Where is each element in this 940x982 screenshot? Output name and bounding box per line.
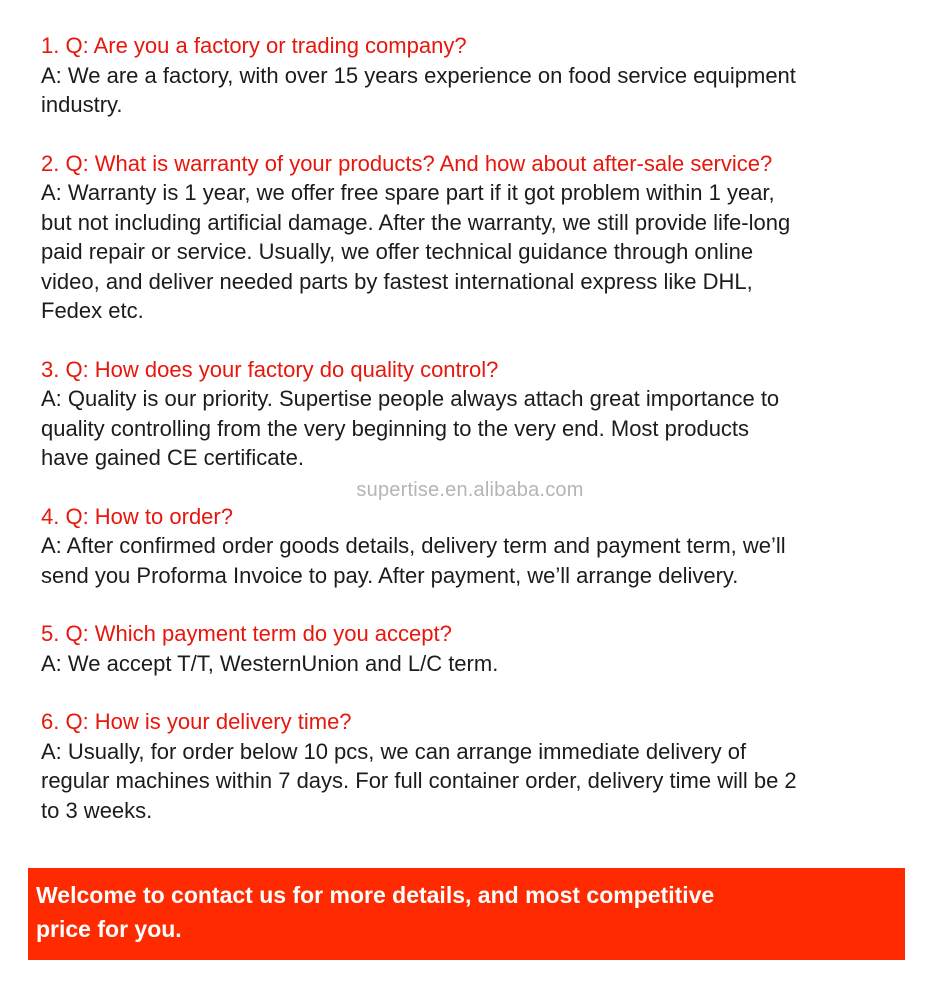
faq-answer: [41, 384, 921, 473]
faq-answer: [41, 178, 921, 326]
faq-item-5: [41, 619, 921, 678]
answer-line: Fedex etc.: [41, 298, 144, 323]
faq-item-4: [41, 502, 921, 591]
answer-line: industry.: [41, 92, 123, 117]
answer-line: to 3 weeks.: [41, 797, 153, 823]
watermark: supertise.en.alibaba.com: [356, 479, 584, 501]
answer-line: regular machines within 7 days. For full container order, delivery time will be 2: [41, 768, 797, 793]
answer-line: A: Quality is our priority. Supertise people always attach great importance to: [41, 386, 780, 411]
faq-question: 1. Q: Are you a factory or trading company?: [41, 33, 467, 58]
faq-answer: [41, 531, 921, 590]
faq-item-3: [41, 355, 921, 473]
faq-item-6: [41, 707, 921, 825]
answer-line: A: We accept T/T, WesternUnion and L/C term.: [41, 650, 499, 676]
faq-answer: [41, 61, 921, 120]
faq-question: 5. Q: Which payment term do you accept?: [41, 621, 452, 646]
faq-question: 6. Q: How is your delivery time?: [41, 709, 352, 734]
faq-item-1: [41, 31, 921, 120]
answer-line: but not including artificial damage. After the warranty, we still provide life-long: [41, 209, 791, 235]
contact-text: [36, 878, 905, 946]
faq-question: 2. Q: What is warranty of your products? And how about after-sale service?: [41, 150, 773, 176]
contact-banner: [28, 868, 905, 960]
faq-question: 3. Q: How does your factory do quality control?: [41, 356, 499, 382]
answer-line: quality controlling from the very beginning to the very end. Most products: [41, 415, 750, 441]
answer-line: A: We are a factory, with over 15 years experience on food service equipment: [41, 62, 796, 88]
answer-line: send you Proforma Invoice to pay. After payment, we’ll arrange delivery.: [41, 562, 739, 588]
answer-line: A: Usually, for order below 10 pcs, we can arrange immediate delivery of: [41, 738, 747, 764]
answer-line: A: Warranty is 1 year, we offer free spare part if it got problem within 1 year,: [41, 180, 775, 205]
faq-item-2: [41, 149, 921, 326]
answer-line: video, and deliver needed parts by fastest international express like DHL,: [41, 268, 753, 294]
faq-list: [41, 31, 921, 825]
faq-question: 4. Q: How to order?: [41, 503, 233, 529]
faq-answer: [41, 649, 921, 679]
answer-line: A: After confirmed order goods details, delivery term and payment term, we’ll: [41, 533, 786, 558]
answer-line: paid repair or service. Usually, we offer technical guidance through online: [41, 239, 754, 264]
faq-answer: [41, 737, 921, 826]
contact-line: price for you.: [36, 916, 182, 942]
answer-line: have gained CE certificate.: [41, 445, 304, 470]
contact-line: Welcome to contact us for more details, and most competitive: [36, 882, 715, 908]
